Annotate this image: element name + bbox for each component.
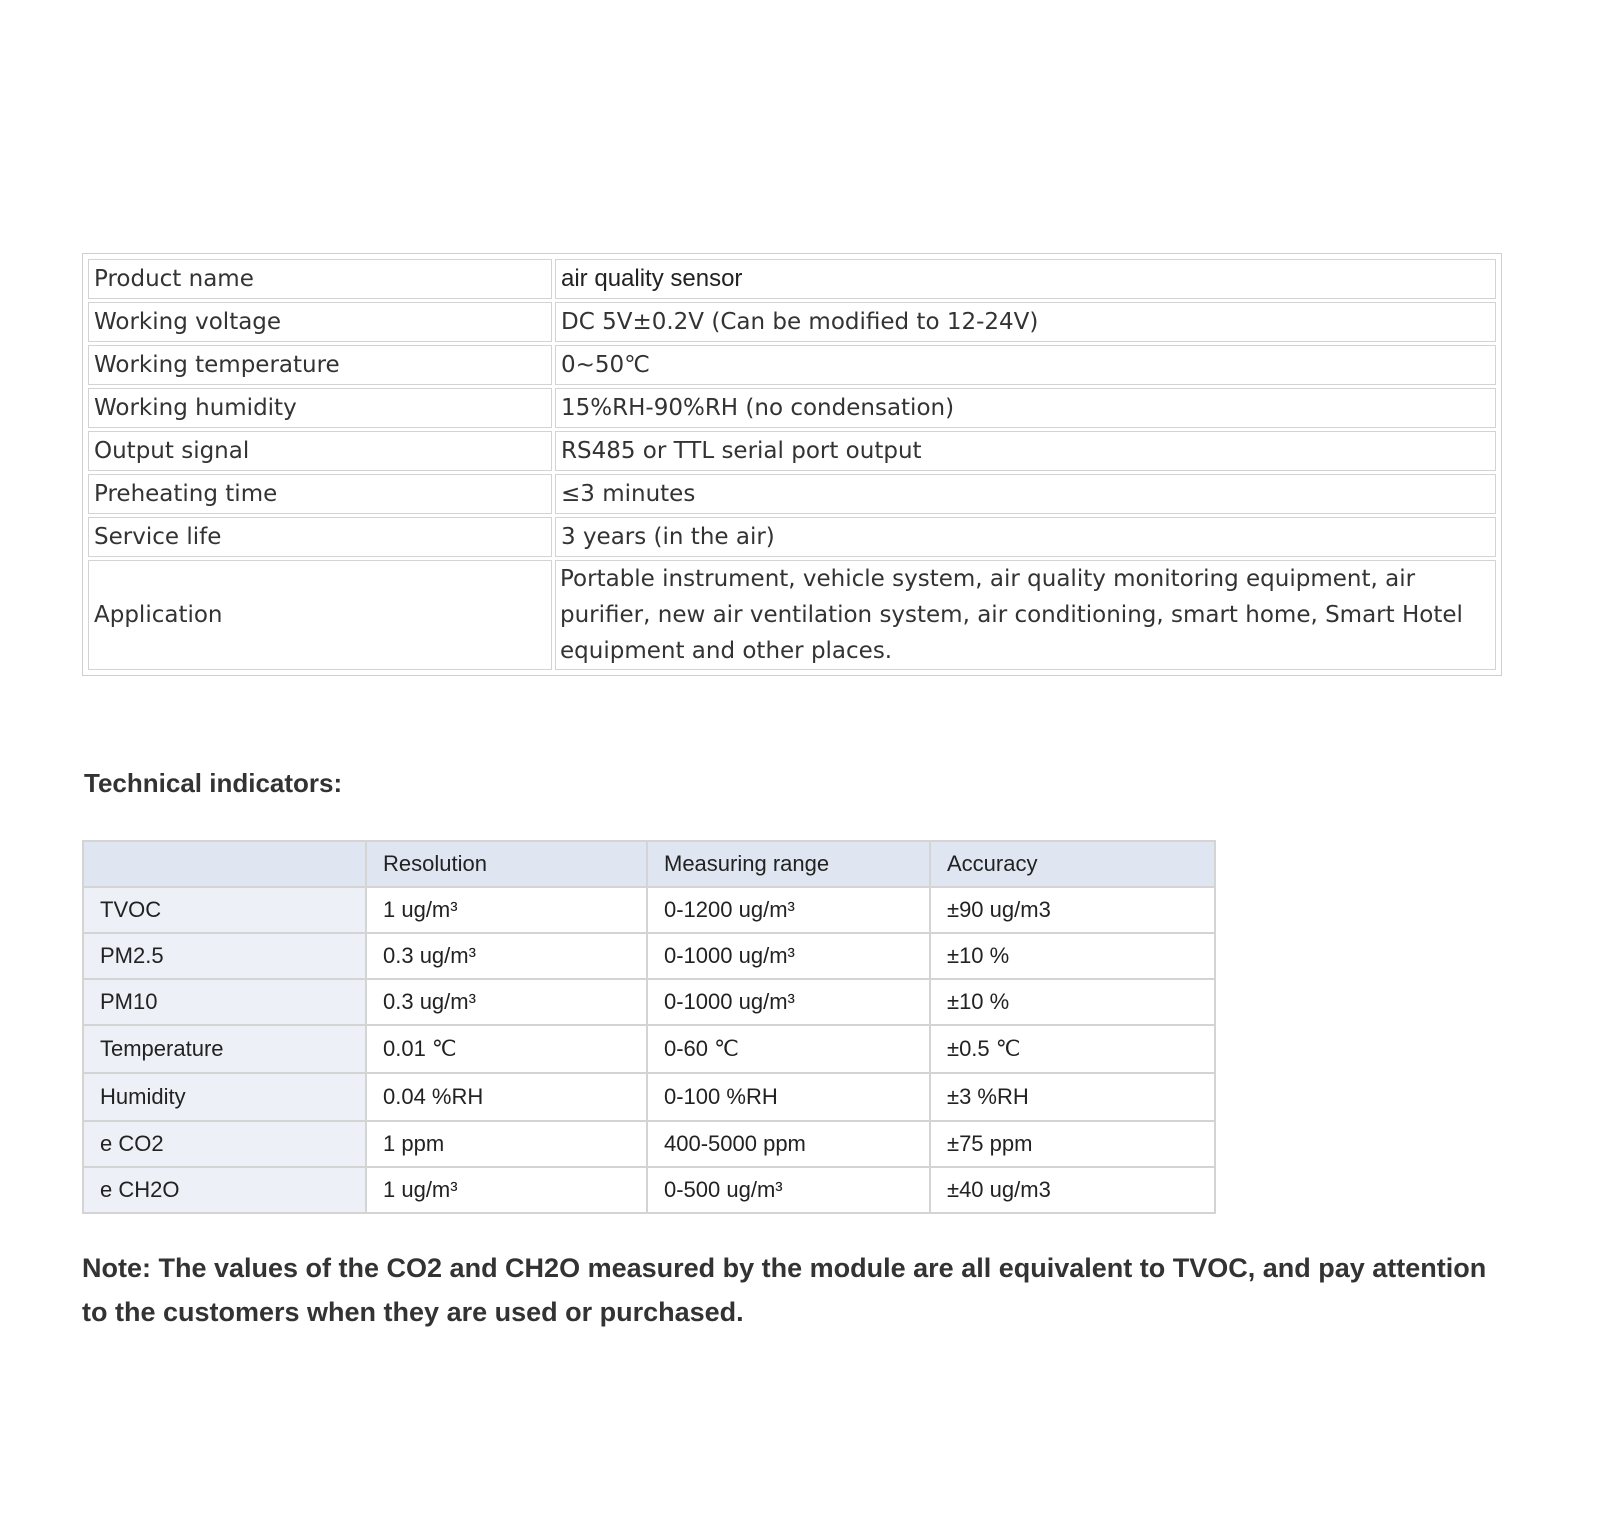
- param-cell: PM10: [83, 979, 366, 1025]
- tech-row-humidity: [83, 1073, 1215, 1121]
- spec-value: DC 5V±0.2V (Can be modified to 12-24V): [555, 302, 1496, 342]
- range-cell: 0-100 %RH: [647, 1073, 930, 1121]
- spec-value: 0~50℃: [555, 345, 1496, 385]
- range-cell: 400-5000 ppm: [647, 1121, 930, 1167]
- param-cell: Temperature: [83, 1025, 366, 1073]
- resolution-cell: 0.3 ug/m³: [366, 979, 647, 1025]
- header-resolution: Resolution: [366, 841, 647, 887]
- accuracy-cell: ±0.5 ℃: [930, 1025, 1215, 1073]
- spec-value: Portable instrument, vehicle system, air quality monitoring equipment, air purifier, new air ventilation system, air conditioning, smart home, Smart Hotel equipment and other places.: [555, 560, 1496, 670]
- tech-row-ech2o: [83, 1167, 1215, 1213]
- spec-label: Application: [88, 560, 552, 670]
- accuracy-cell: ±3 %RH: [930, 1073, 1215, 1121]
- resolution-cell: 0.04 %RH: [366, 1073, 647, 1121]
- spec-label: Product name: [88, 259, 552, 299]
- spec-label: Working humidity: [88, 388, 552, 428]
- note-text: Note: The values of the CO2 and CH2O measured by the module are all equivalent to TVOC, and pay attention to the customers when they are used or purchased.: [82, 1253, 1487, 1327]
- tech-row-temperature: [83, 1025, 1215, 1073]
- accuracy-cell: ±90 ug/m3: [930, 887, 1215, 933]
- header-parameter: [83, 841, 366, 887]
- resolution-cell: 0.01 ℃: [366, 1025, 647, 1073]
- resolution-cell: 1 ug/m³: [366, 1167, 647, 1213]
- spec-row-preheating-time: [88, 474, 1496, 514]
- spec-label: Preheating time: [88, 474, 552, 514]
- param-cell: TVOC: [83, 887, 366, 933]
- param-cell: e CH2O: [83, 1167, 366, 1213]
- accuracy-cell: ±75 ppm: [930, 1121, 1215, 1167]
- tech-row-pm25: [83, 933, 1215, 979]
- header-accuracy: Accuracy: [930, 841, 1215, 887]
- param-cell: PM2.5: [83, 933, 366, 979]
- spec-label: Output signal: [88, 431, 552, 471]
- accuracy-cell: ±10 %: [930, 933, 1215, 979]
- resolution-cell: 1 ug/m³: [366, 887, 647, 933]
- tech-row-eco2: [83, 1121, 1215, 1167]
- param-cell: e CO2: [83, 1121, 366, 1167]
- spec-table: [82, 253, 1502, 676]
- range-cell: 0-1000 ug/m³: [647, 979, 930, 1025]
- spec-row-application: [88, 560, 1496, 670]
- resolution-cell: 0.3 ug/m³: [366, 933, 647, 979]
- spec-row-service-life: [88, 517, 1496, 557]
- spec-value: ≤3 minutes: [555, 474, 1496, 514]
- spec-row-working-temperature: [88, 345, 1496, 385]
- range-cell: 0-1200 ug/m³: [647, 887, 930, 933]
- range-cell: 0-500 ug/m³: [647, 1167, 930, 1213]
- tech-row-tvoc: [83, 887, 1215, 933]
- spec-label: Working voltage: [88, 302, 552, 342]
- spec-value: 15%RH-90%RH (no condensation): [555, 388, 1496, 428]
- spec-row-product-name: [88, 259, 1496, 299]
- spec-value: 3 years (in the air): [555, 517, 1496, 557]
- tech-header-row: [83, 841, 1215, 887]
- spec-value: air quality sensor: [555, 259, 1496, 299]
- header-measuring-range: Measuring range: [647, 841, 930, 887]
- param-cell: Humidity: [83, 1073, 366, 1121]
- range-cell: 0-1000 ug/m³: [647, 933, 930, 979]
- tech-row-pm10: [83, 979, 1215, 1025]
- accuracy-cell: ±10 %: [930, 979, 1215, 1025]
- range-cell: 0-60 ℃: [647, 1025, 930, 1073]
- accuracy-cell: ±40 ug/m3: [930, 1167, 1215, 1213]
- spec-label: Service life: [88, 517, 552, 557]
- spec-row-output-signal: [88, 431, 1496, 471]
- resolution-cell: 1 ppm: [366, 1121, 647, 1167]
- technical-indicators-heading: Technical indicators:: [84, 768, 343, 798]
- spec-table-grid: [85, 256, 1499, 673]
- spec-row-working-humidity: [88, 388, 1496, 428]
- spec-label: Working temperature: [88, 345, 552, 385]
- spec-value: RS485 or TTL serial port output: [555, 431, 1496, 471]
- technical-indicators-table: [82, 840, 1216, 1214]
- spec-row-working-voltage: [88, 302, 1496, 342]
